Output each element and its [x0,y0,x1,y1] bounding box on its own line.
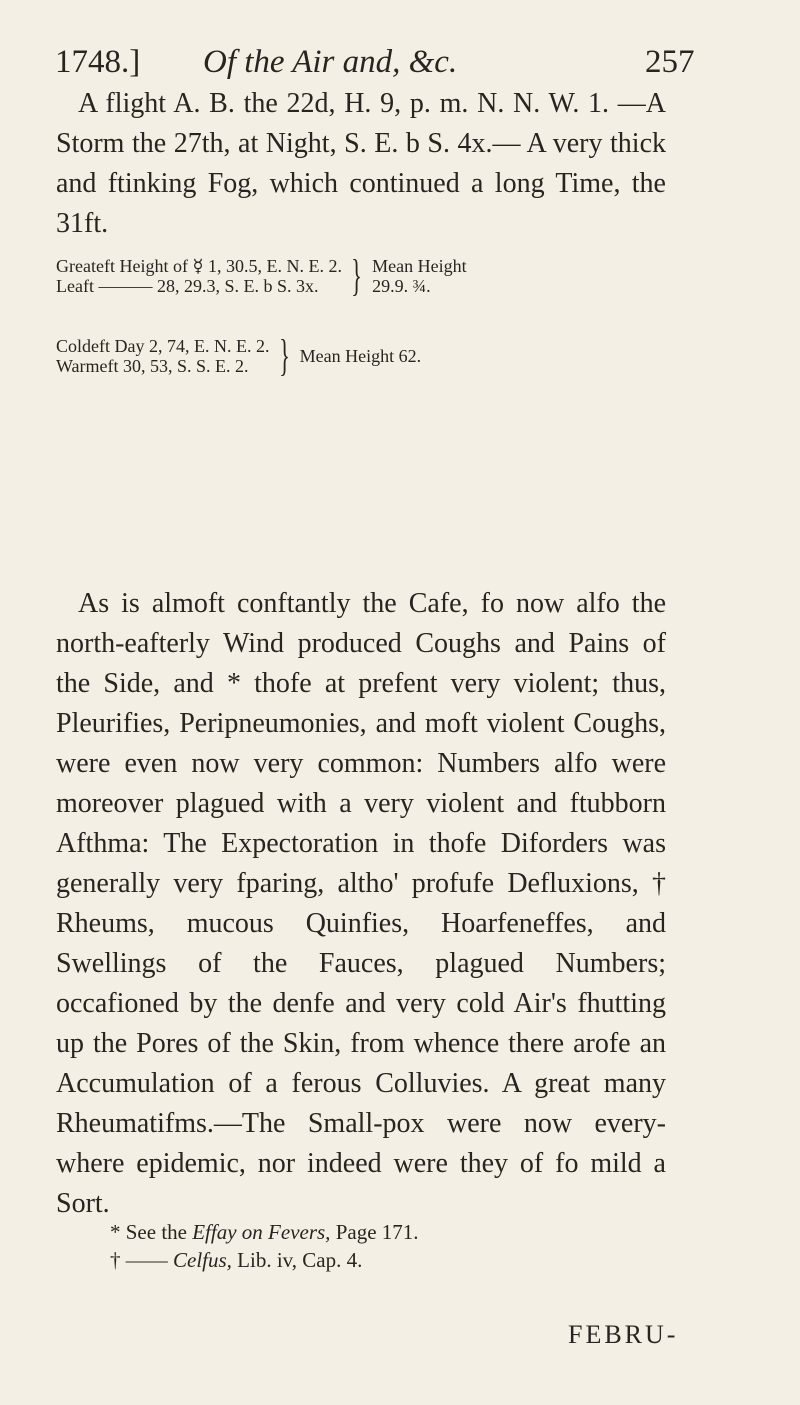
thermometer-coldest-line: Coldeft Day 2, 74, E. N. E. 2. [56,336,270,356]
footnote-mark: * [110,1220,121,1244]
footnote-work: Effay on Fevers, [192,1220,331,1244]
brace-icon: } [351,251,363,300]
intro-paragraph-block [56,84,666,244]
footnote-mark: † [110,1248,121,1272]
intro-paragraph: A flight A. B. the 22d, H. 9, p. m. N. N. W. 1. —A Storm the 27th, at Night, S. E. b S. 4x.— A very thick and ftinking Fog, which continued a long Time, the 31ft. [56,88,666,239]
footnote-ref: Page 171. [335,1220,419,1244]
barometer-observations [56,251,467,300]
catchword: FEBRU- [568,1320,679,1349]
footnote [110,1246,419,1274]
footnote-prefix: See the [125,1220,187,1244]
footnote-ref: Lib. iv, Cap. 4. [237,1248,363,1272]
footnotes [110,1218,419,1274]
footnote [110,1218,419,1246]
thermometer-warmest-line: Warmeft 30, 53, S. S. E. 2. [56,356,249,376]
barometer-mean-value: 29.9. ¾. [372,276,431,296]
main-paragraph: As is almoft conftantly the Cafe, fo now alfo the north-eafterly Wind produced Coughs and Pains of the Side, and * thofe at prefent very violent; thus, Pleurifies, Peripneumonies, and moft violent Coughs, were even now very common: Numbers alfo were moreover plagued with a very violent and ftubborn Afthma: The Expectoration in thofe Diforders was generally very fparing, altho' profufe Defluxions, † Rheums, mucous Quinfies, Hoarfeneffes, and Swellings of the Fauces, plagued Numbers; occafioned by the denfe and very cold Air's fhutting up the Pores of the Skin, from whence there arofe an Accumulation of a ferous Colluvies. A great many Rheumatifms.—The Small-pox were now every-where epidemic, nor indeed were they of fo mild a Sort. [56,588,666,1219]
barometer-mean-label: Mean Height [372,256,467,276]
header-title: Of the Air and, &c. [203,44,458,80]
footnote-prefix: —— [125,1248,168,1272]
barometer-least-line: Leaft ——— 28, 29.3, S. E. b S. 3x. [56,276,319,296]
barometer-greatest-line: Greateft Height of ☿ 1, 30.5, E. N. E. 2. [56,256,342,276]
page-number: 257 [645,44,695,80]
header-year: 1748.] [55,44,141,80]
footnote-work: Celfus, [173,1248,232,1272]
thermometer-mean: Mean Height 62. [299,346,422,366]
thermometer-observations [56,331,422,380]
main-paragraph-block [56,584,666,1224]
brace-icon: } [279,331,290,380]
